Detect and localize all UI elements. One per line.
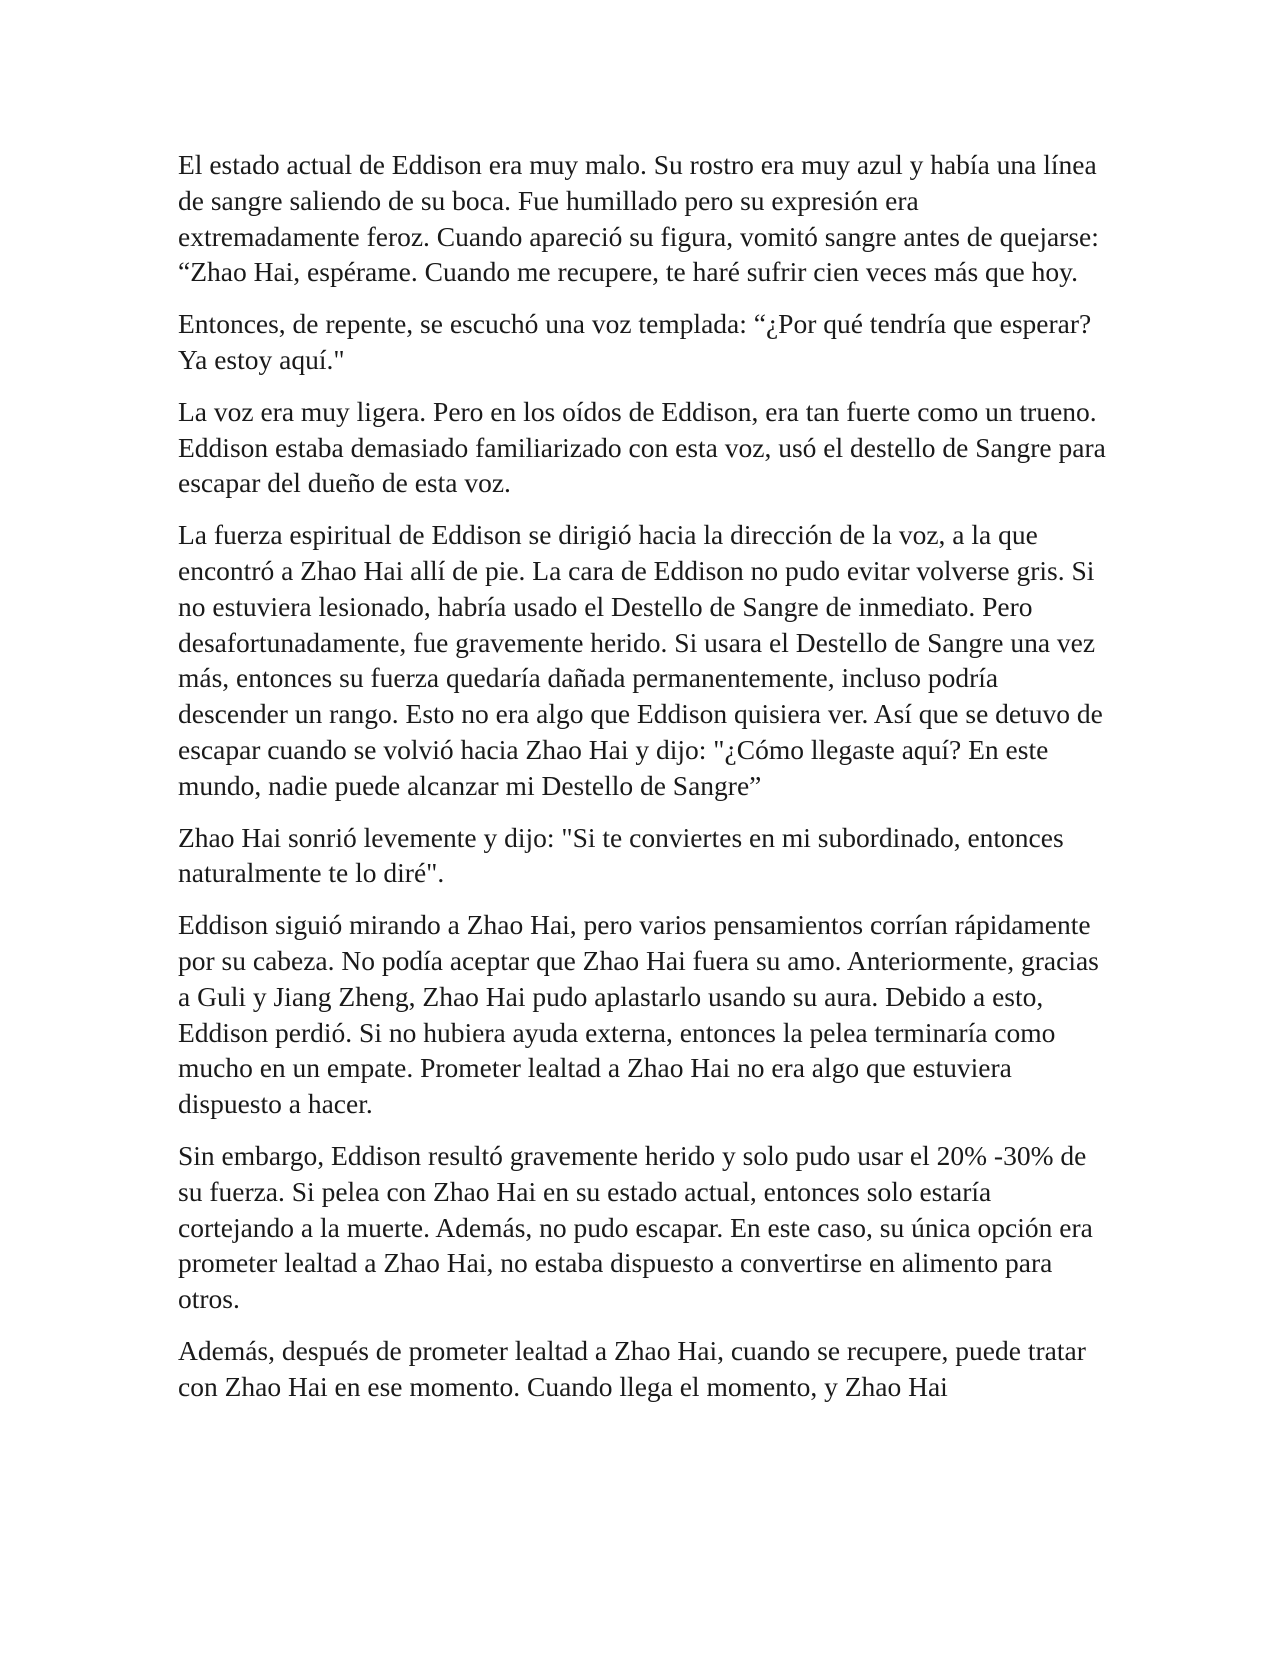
paragraph: Entonces, de repente, se escuchó una voz templada: “¿Por qué tendría que esperar? Ya estoy aquí." xyxy=(178,308,1092,375)
paragraph: El estado actual de Eddison era muy malo. Su rostro era muy azul y había una línea de sangre saliendo de su boca. Fue humillado pero su expresión era extremadamente feroz. Cuando apareció su figura, vomitó sangre antes de quejarse: “Zhao Hai, espérame. Cuando me recupere, te haré sufrir cien veces más que hoy. xyxy=(178,149,1099,288)
paragraph: Sin embargo, Eddison resultó gravemente herido y solo pudo usar el 20% -30% de su fuerza. Si pelea con Zhao Hai en su estado actual, entonces solo estaría cortejando a la muerte. Además, no pudo escapar. En este caso, su única opción era prometer lealtad a Zhao Hai, no estaba dispuesto a convertirse en alimento para otros. xyxy=(178,1139,1093,1315)
paragraph: Eddison siguió mirando a Zhao Hai, pero varios pensamientos corrían rápidamente por su cabeza. No podía aceptar que Zhao Hai fuera su amo. Anteriormente, gracias a Guli y Jiang Zheng, Zhao Hai pudo aplastarlo usando su aura. Debido a esto, Eddison perdió. Si no hubiera ayuda externa, entonces la pelea terminaría como mucho en un empate. Prometer lealtad a Zhao Hai no era algo que estuviera dispuesto a hacer. xyxy=(178,909,1099,1120)
document-body xyxy=(178,147,1106,1421)
paragraph: Además, después de prometer lealtad a Zhao Hai, cuando se recupere, puede tratar con Zhao Hai en ese momento. Cuando llega el momento, y Zhao Hai xyxy=(178,1334,1086,1402)
paragraph: La voz era muy ligera. Pero en los oídos de Eddison, era tan fuerte como un trueno. Eddison estaba demasiado familiarizado con esta voz, usó el destello de Sangre para escapar del dueño de esta voz. xyxy=(178,395,1106,499)
paragraph: Zhao Hai sonrió levemente y dijo: "Si te conviertes en mi subordinado, entonces naturalmente te lo diré". xyxy=(178,821,1064,889)
paragraph: La fuerza espiritual de Eddison se dirigió hacia la dirección de la voz, a la que encontró a Zhao Hai allí de pie. La cara de Eddison no pudo evitar volverse gris. Si no estuviera lesionado, habría usado el Destello de Sangre de inmediato. Pero desafortunadamente, fue gravemente herido. Si usara el Destello de Sangre una vez más, entonces su fuerza quedaría dañada permanentemente, incluso podría descender un rango. Esto no era algo que Eddison quisiera ver. Así que se detuvo de escapar cuando se volvió hacia Zhao Hai y dijo: "¿Cómo llegaste aquí? En este mundo, nadie puede alcanzar mi Destello de Sangre” xyxy=(178,519,1103,801)
